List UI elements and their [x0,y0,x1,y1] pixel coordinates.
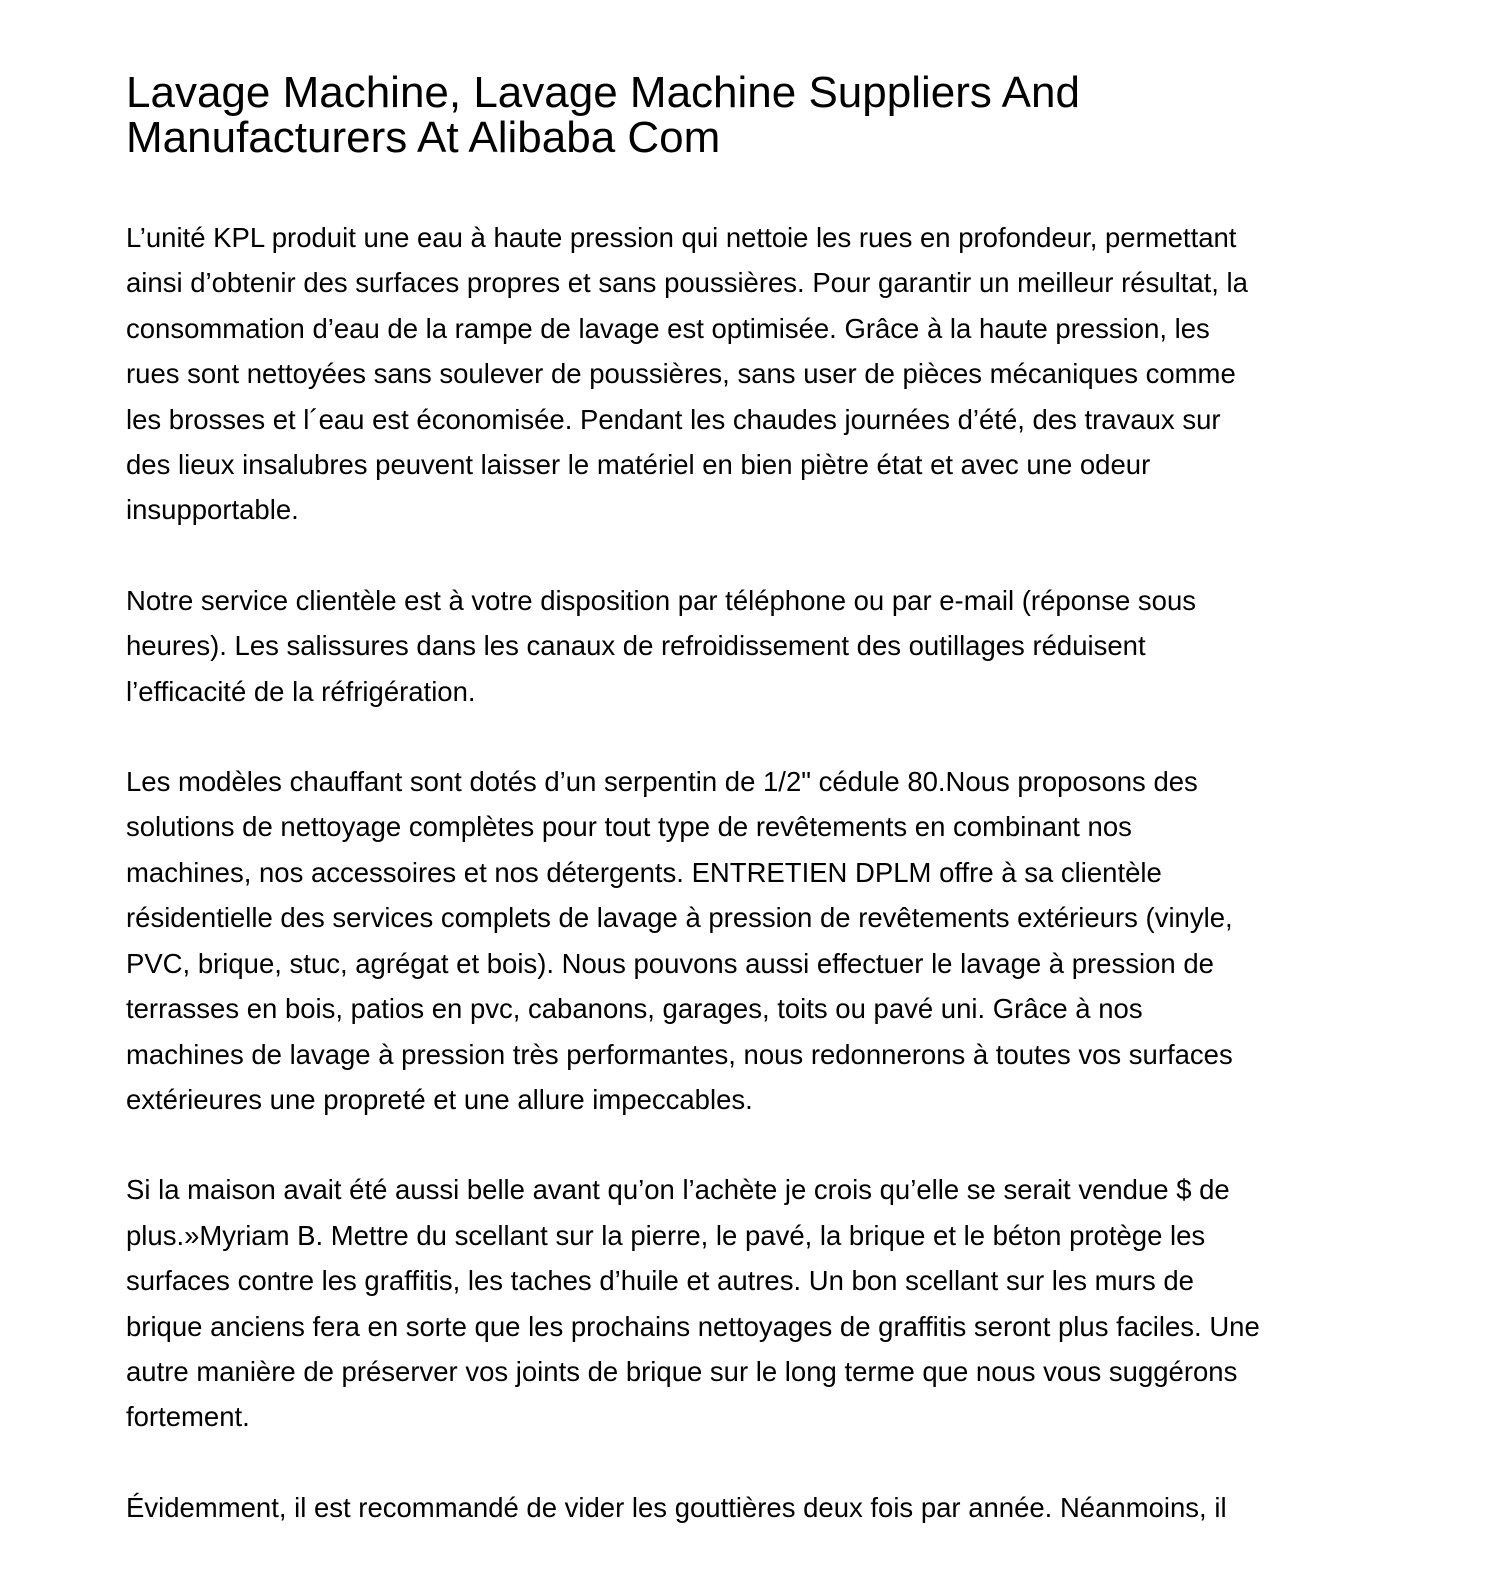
text-line: Évidemment, il est recommandé de vider les gouttières deux fois par année. Néanmoins, il [126,1491,1227,1523]
paragraph-5 [126,1485,1406,1530]
text-line: heures). Les salissures dans les canaux de refroidissement des outillages réduisent [126,630,1146,662]
text-line: machines, nos accessoires et nos détergents. ENTRETIEN DPLM offre à sa clientèle [126,856,1162,888]
title-line: Lavage Machine, Lavage Machine Suppliers And [126,68,1080,117]
document-body [126,215,1406,1530]
document-page [126,70,1406,1575]
text-line: autre manière de préserver vos joints de brique sur le long terme que nous vous suggérons [126,1355,1238,1387]
text-line: ainsi d’obtenir des surfaces propres et sans poussières. Pour garantir un meilleur résultat, la [126,267,1248,299]
title-line: Manufacturers At Alibaba Com [126,113,721,162]
text-line: l’efficacité de la réfrigération. [126,675,476,707]
text-line: solutions de nettoyage complètes pour tout type de revêtements en combinant nos [126,811,1132,843]
text-line: terrasses en bois, patios en pvc, cabanons, garages, toits ou pavé uni. Grâce à nos [126,993,1143,1025]
text-line: brique anciens fera en sorte que les prochains nettoyages de graffitis seront plus faciles. Une [126,1310,1260,1342]
text-line: rues sont nettoyées sans soulever de poussières, sans user de pièces mécaniques comme [126,358,1236,390]
text-line: résidentielle des services complets de lavage à pression de revêtements extérieurs (vinyle, [126,902,1233,934]
text-line: Notre service clientèle est à votre disposition par téléphone ou par e-mail (réponse sous [126,584,1197,616]
text-line: extérieures une propreté et une allure impeccables. [126,1083,753,1115]
text-line: consommation d’eau de la rampe de lavage est optimisée. Grâce à la haute pression, les [126,312,1210,344]
text-line: insupportable. [126,494,299,526]
document-title [126,70,1406,160]
text-line: PVC, brique, stuc, agrégat et bois). Nous pouvons aussi effectuer le lavage à pression de [126,947,1214,979]
text-line: L’unité KPL produit une eau à haute pression qui nettoie les rues en profondeur, permettant [126,222,1237,253]
text-line: Les modèles chauffant sont dotés d’un serpentin de 1/2" cédule 80.Nous proposons des [126,766,1198,798]
paragraph-4 [126,1167,1406,1439]
text-line: les brosses et l´eau est économisée. Pendant les chaudes journées d’été, des travaux sur [126,403,1221,435]
text-line: Si la maison avait été aussi belle avant qu’on l’achète je crois qu’elle se serait vendue $ de [126,1174,1230,1206]
text-line: des lieux insalubres peuvent laisser le matériel en bien piètre état et avec une odeur [126,449,1151,481]
paragraph-3 [126,759,1406,1122]
text-line: machines de lavage à pression très performantes, nous redonnerons à toutes vos surfaces [126,1038,1233,1070]
text-line: fortement. [126,1401,250,1433]
text-line: surfaces contre les graffitis, les taches d’huile et autres. Un bon scellant sur les murs de [126,1265,1194,1297]
text-line: plus.»Myriam B. Mettre du scellant sur la pierre, le pavé, la brique et le béton protège les [126,1219,1206,1251]
paragraph-2 [126,578,1406,714]
paragraph-1 [126,215,1406,533]
